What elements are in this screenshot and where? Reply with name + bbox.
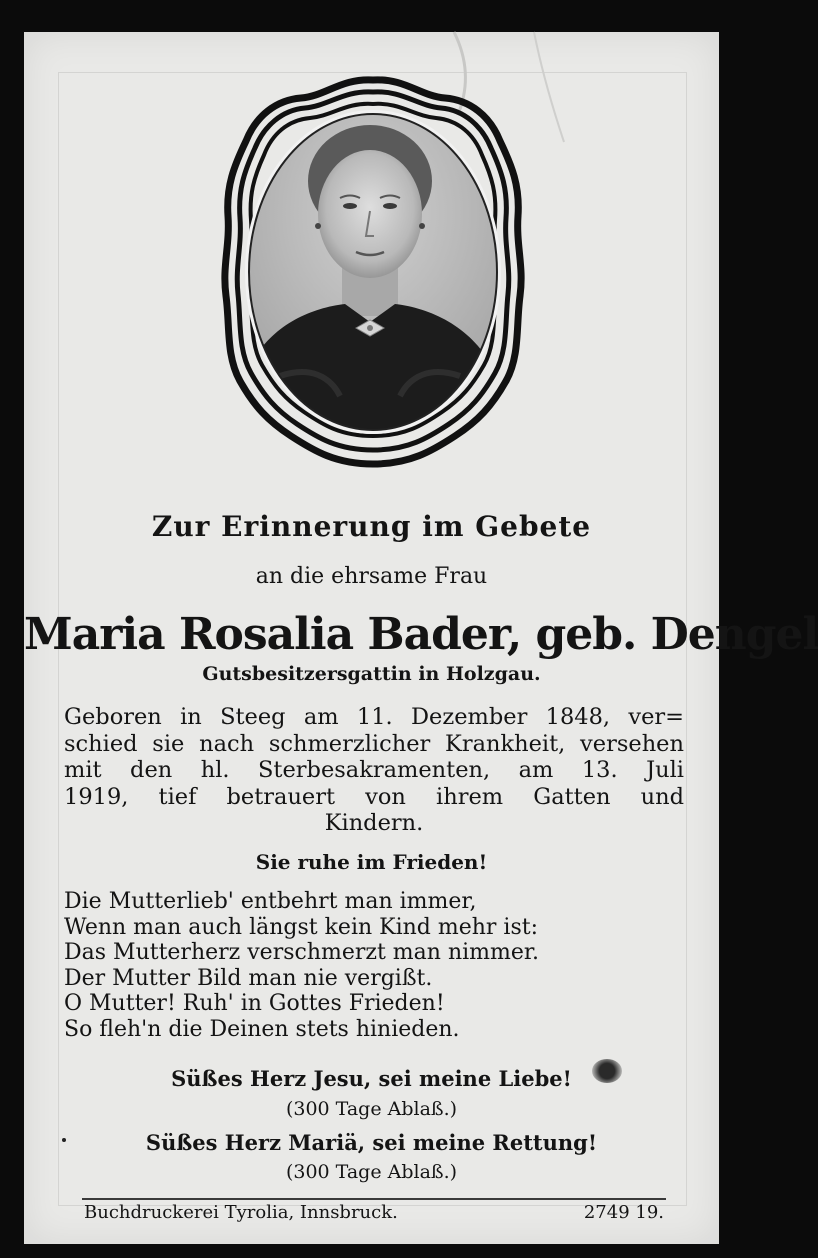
indulgence-note: (300 Tage Ablaß.) — [285, 1161, 458, 1183]
memorial-card — [24, 32, 818, 1244]
biography-line: Geboren in Steeg am 11. Dezember 1848, ver= — [64, 704, 684, 730]
print-number: 2749 19. — [583, 1202, 664, 1223]
portrait-photo — [220, 76, 526, 468]
footer-rule — [82, 1198, 666, 1200]
biography-line: Kindern. — [324, 810, 424, 836]
biography — [64, 704, 684, 837]
subheading: an die ehrsame Frau — [255, 564, 488, 589]
ink-stain — [592, 1059, 622, 1083]
indulgence-note: (300 Tage Ablaß.) — [285, 1098, 458, 1120]
poem-line: Die Mutterlieb' entbehrt man immer, — [64, 889, 477, 914]
poem-line: Das Mutterherz verschmerzt man nimmer. — [64, 940, 539, 965]
occupation: Gutsbesitzersgattin in Holzgau. — [202, 663, 541, 685]
poem — [64, 889, 684, 1042]
rest-in-peace: Sie ruhe im Frieden! — [255, 850, 488, 874]
poem-line: O Mutter! Ruh' in Gottes Frieden! — [64, 991, 445, 1016]
deceased-name: Maria Rosalia Bader, geb. Dengel — [24, 609, 818, 660]
biography-line: schied sie nach schmerzlicher Krankheit, versehen — [64, 730, 684, 757]
poem-line: Wenn man auch längst kein Kind mehr ist: — [64, 914, 539, 940]
heading: Zur Erinnerung im Gebete — [151, 510, 592, 543]
poem-line: Der Mutter Bild man nie vergißt. — [64, 965, 433, 991]
prayer-sacred-heart-jesus: Süßes Herz Jesu, sei meine Liebe! — [171, 1066, 572, 1091]
biography-line: mit den hl. Sterbesakramenten, am 13. Juli — [64, 757, 684, 783]
publisher-imprint: Buchdruckerei Tyrolia, Innsbruck. — [84, 1202, 398, 1223]
prayer-sacred-heart-mary: Süßes Herz Mariä, sei meine Rettung! — [145, 1130, 598, 1155]
biography-line: 1919, tief betrauert von ihrem Gatten und — [64, 783, 684, 810]
poem-line: So fleh'n die Deinen stets hinieden. — [64, 1016, 460, 1042]
